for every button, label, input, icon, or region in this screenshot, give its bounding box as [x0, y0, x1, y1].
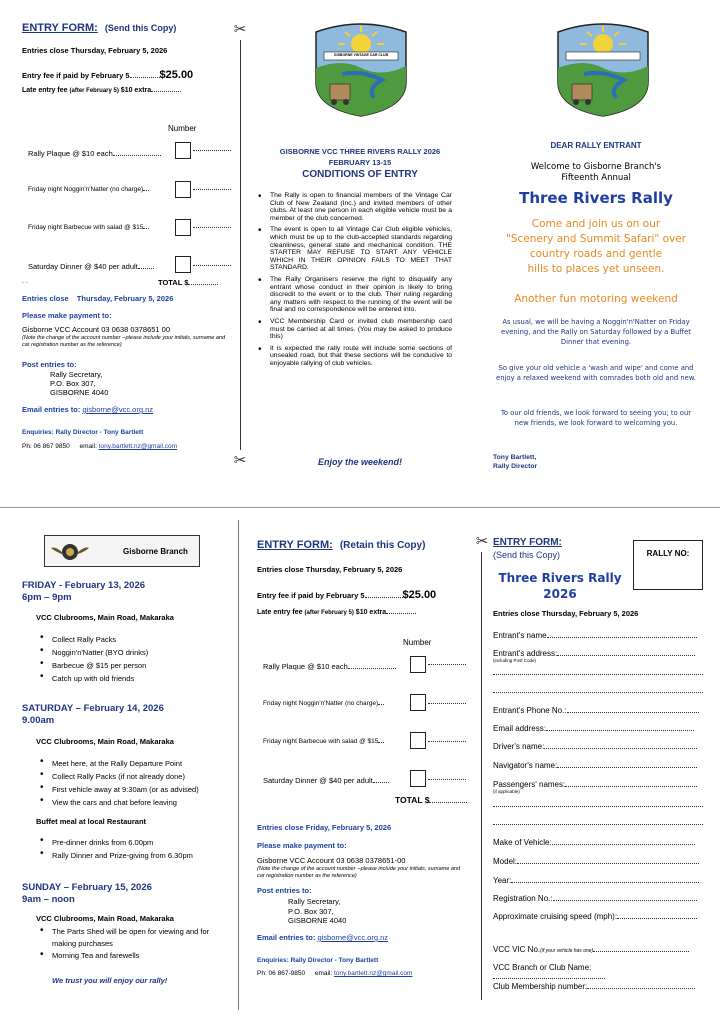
address-line-3[interactable]: [493, 692, 703, 693]
branch-badge: [44, 535, 200, 567]
top-form-subtitle: (Send this Copy): [104, 23, 177, 33]
top-email2-link[interactable]: tony.bartlett.nz@gmail.com: [98, 443, 178, 450]
top-form-fee-amount: $25.00: [159, 69, 194, 81]
rally-logo-2: [554, 22, 652, 120]
letter-title: Three Rivers Rally: [519, 189, 673, 207]
top-post-line-2: P.O. Box 307,: [50, 379, 96, 388]
bottom-qty-dinner[interactable]: [410, 770, 426, 787]
bottom-qty-bbq[interactable]: [410, 732, 426, 749]
top-item-plaque: Rally Plaque @ $10 each: [28, 149, 113, 158]
field-label: Entrant's address:: [493, 649, 558, 658]
vic-field[interactable]: [593, 951, 689, 952]
bottom-item-noggin: Friday night Noggin'n'Natter (no charge): [263, 700, 379, 707]
bottom-form-subtitle: (Retain this Copy): [339, 540, 426, 551]
scissors-icon: ✂: [233, 452, 247, 469]
bottom-qty-noggin[interactable]: [410, 694, 426, 711]
top-qty-bbq[interactable]: [175, 219, 191, 236]
model-field[interactable]: [517, 863, 699, 864]
bottom-post-line-3: GISBORNE 4040: [288, 916, 347, 925]
field-label: Passengers' names:: [493, 780, 566, 789]
letter-para-1: As usual, we will be having a Noggin'n'Natter on Friday evening, and the Rally on Saturday followed by a Buffet Dinner that evening.: [501, 318, 691, 346]
friday-item: • Collect Rally Packs: [38, 633, 148, 646]
bottom-payment-heading: Please make payment to:: [257, 841, 347, 850]
bottom-form-late-fee-paren: (after February 5): [304, 610, 354, 616]
entrant-entries-close: Entries close Thursday, February 5, 2026: [493, 609, 639, 618]
saturday-time: 9.00am: [22, 715, 55, 726]
membership-field[interactable]: [587, 988, 695, 989]
bottom-form-fee-amount: $25.00: [402, 589, 437, 601]
top-total-label: TOTAL $: [158, 278, 189, 287]
entrant-address-field[interactable]: [557, 655, 695, 656]
bottom-form-fee-label: Entry fee if paid by February 5: [257, 591, 365, 600]
vcc-wings-icon: [51, 542, 89, 562]
field-label: Registration No.:: [493, 894, 553, 903]
top-phone: Ph: 06 867 9850: [22, 443, 70, 450]
bottom-phone: Ph: 06 867-9850: [257, 970, 306, 977]
program-footer: We trust you will enjoy our rally!: [52, 976, 168, 985]
cut-line-bottom: [481, 552, 482, 1000]
buffet-item: • Pre-dinner drinks from 6.00pm: [38, 836, 193, 849]
scissors-icon: ✂: [233, 21, 247, 38]
field-label: Email address:: [493, 724, 546, 733]
letter-welcome-2: Fifteenth Annual: [561, 173, 631, 183]
make-field[interactable]: [552, 844, 695, 845]
condition-item: • The event is open to all Vintage Car Club eligible vehicles, which must be up to the club-accepted standards regarding cleanliness, general state and mechanical condition. THE STARTER MAY REFUSE TO START ANY VEHICLE WHICH IN THEIR OPINION FAILS TO MEET THAT STANDARD.: [256, 226, 452, 272]
top-form-late-fee: Late entry fee: [22, 87, 68, 94]
address-note: (including Post Code): [493, 658, 537, 663]
sunday-list: [38, 926, 220, 962]
condition-item: • It is expected the rally route will include some sections of unsealed road, but that these sections will be conducive to enjoyable rallying of club vehicles.: [256, 345, 452, 368]
saturday-title: SATURDAY – February 14, 2026: [22, 703, 164, 714]
bottom-account: Gisborne VCC Account 03 0638 0378651-00: [257, 856, 406, 865]
friday-item: • Noggin'n'Natter (BYO drinks): [38, 646, 148, 659]
conditions-footer: Enjoy the weekend!: [317, 457, 403, 467]
friday-list: [38, 633, 148, 685]
friday-item: • Catch up with old friends: [38, 672, 148, 685]
email-field[interactable]: [546, 730, 694, 731]
bottom-item-bbq: Friday night Barbecue with salad @ $15: [263, 738, 379, 745]
letter-slogan-2: "Scenery and Summit Safari" over: [506, 233, 686, 245]
bottom-item-dinner: Saturday Dinner @ $40 per adult: [263, 776, 373, 785]
passengers-line-2[interactable]: [493, 806, 703, 807]
field-label: Driver's name:: [493, 742, 545, 751]
passengers-line-3[interactable]: [493, 824, 703, 825]
letter-para-3: To our old friends, we look forward to seeing you; to our new friends, we look forward to welcoming you.: [500, 409, 692, 427]
top-form-late-fee-amount: $10 extra: [120, 87, 152, 94]
bottom-number-header: Number: [403, 638, 432, 647]
bottom-email-label: Email entries to:: [257, 933, 316, 942]
year-field[interactable]: [511, 882, 699, 883]
entrant-rally-title: Three Rivers Rally: [498, 571, 622, 585]
sunday-item: • Morning Tea and farewells: [38, 950, 220, 962]
sunday-item: • The Parts Shed will be open for viewing and for making purchases: [38, 926, 220, 950]
bottom-entries-close-date: Friday, February 5, 2026: [305, 823, 392, 832]
column-divider: [238, 520, 239, 1010]
top-form-late-fee-paren: (after February 5): [69, 88, 119, 94]
field-label: VCC Branch or Club Name:: [493, 963, 592, 972]
saturday-item: • Collect Rally Packs (if not already done): [38, 770, 199, 783]
saturday-item: • First vehicle away at 9:30am (or as advised): [38, 783, 199, 796]
field-label: Year:: [493, 876, 512, 885]
registration-field[interactable]: [553, 900, 697, 901]
bottom-enquiries: Enquiries: Rally Director - Tony Bartlett: [257, 957, 379, 964]
branch-badge-label: Gisborne Branch: [123, 547, 188, 556]
bottom-entries-close-label: Entries close: [257, 823, 304, 832]
page-separator: [0, 507, 720, 508]
conditions-heading-1: GISBORNE VCC THREE RIVERS RALLY 2026: [279, 147, 441, 156]
entrant-rally-year: 2026: [543, 587, 577, 601]
condition-item: • The Rally is open to financial members of the Vintage Car Club of New Zealand (Inc.) and invited members of other clubs. At least one person in each eligible vehicle must be a member of the club concerned.: [256, 192, 452, 222]
entrant-form-subtitle: (Send this Copy): [493, 550, 561, 560]
friday-title: FRIDAY - February 13, 2026: [22, 580, 146, 591]
scissors-icon: ✂: [475, 533, 489, 550]
top-item-noggin: Friday night Noggin'n'Natter (no charge): [28, 186, 144, 193]
letter-slogan-4: hills to places yet unseen.: [527, 263, 665, 275]
letter-sign-2: Rally Director: [493, 463, 538, 470]
conditions-list: [256, 192, 452, 367]
saturday-list: [38, 757, 199, 809]
friday-item: • Barbecue @ $15 per person: [38, 659, 148, 672]
bottom-post-line-2: P.O. Box 307,: [288, 906, 334, 916]
bottom-email2-link[interactable]: tony.bartlett.nz@gmail.com: [334, 970, 413, 977]
top-payment-heading: Please make payment to:: [22, 311, 112, 320]
top-post-line-3: GISBORNE 4040: [50, 388, 109, 397]
logo-club-text: GISBORNE VINTAGE CAR CLUB: [333, 53, 389, 57]
entrant-name-field[interactable]: [547, 637, 697, 638]
top-entries-close-label: Entries close: [22, 294, 69, 303]
field-label: Approximate cruising speed (mph):: [493, 912, 618, 921]
bottom-item-plaque: Rally Plaque @ $10 each: [263, 662, 348, 671]
buffet-list: [38, 836, 193, 862]
top-form-fee-label: Entry fee if paid by February 5: [22, 71, 130, 80]
bottom-total-label: TOTAL $: [395, 795, 430, 805]
top-email-label: Email entries to:: [22, 405, 81, 414]
cruising-speed-field[interactable]: [617, 918, 697, 919]
bottom-qty-plaque[interactable]: [410, 656, 426, 673]
bottom-post-heading: Post entries to:: [257, 886, 312, 895]
top-account: Gisborne VCC Account 03 0638 0378651 00: [22, 325, 171, 334]
letter-tagline: Another fun motoring weekend: [514, 293, 678, 305]
address-line-2[interactable]: [493, 674, 703, 675]
saturday-item: • Meet here, at the Rally Departure Point: [38, 757, 199, 770]
top-entries-close-date: Thursday, February 5, 2026: [76, 294, 174, 303]
bottom-post-line-1: Rally Secretary,: [288, 897, 341, 906]
bottom-form-late-fee: Late entry fee: [257, 609, 303, 616]
top-account-note: (Note the change of the account number --please include your initials, surname and car registration number as the reference): [22, 335, 226, 348]
rally-no-box[interactable]: [633, 540, 703, 590]
top-qty-plaque[interactable]: [175, 142, 191, 159]
top-post-line-1: Rally Secretary,: [50, 370, 103, 379]
passenger-note: (if applicable): [493, 789, 520, 794]
top-post-heading: Post entries to:: [22, 360, 77, 369]
rally-logo: [312, 22, 410, 120]
bottom-form-late-fee-amount: $10 extra: [355, 609, 387, 616]
sunday-title: SUNDAY – February 15, 2026: [22, 882, 152, 893]
navigator-field[interactable]: [557, 767, 697, 768]
driver-field[interactable]: [544, 748, 697, 749]
field-label: Entrant's Phone No.:: [493, 706, 567, 715]
bottom-email2-label: email:: [314, 970, 333, 977]
letter-para-2: So give your old vehicle a 'wash and wipe' and come and enjoy a relaxed weekend with comrades both old and new.: [496, 364, 696, 382]
rally-no-label: RALLY NO:: [646, 549, 690, 558]
top-qty-dinner[interactable]: [175, 256, 191, 273]
sunday-time: 9am – noon: [22, 894, 75, 905]
conditions-heading-3: CONDITIONS OF ENTRY: [302, 169, 418, 180]
field-label: Entrant's name: [493, 631, 547, 640]
letter-slogan-3: country roads and gentle: [529, 248, 663, 260]
buffet-heading: Buffet meal at local Restaurant: [36, 817, 147, 826]
letter-sign-1: Tony Bartlett,: [493, 454, 537, 461]
letter-heading: DEAR RALLY ENTRANT: [550, 141, 642, 150]
field-label: Make of Vehicle:: [493, 838, 552, 847]
top-entry-form: [22, 22, 232, 94]
letter-welcome-1: Welcome to Gisborne Branch's: [530, 162, 662, 172]
field-label: Model:: [493, 857, 518, 866]
branch-field[interactable]: [493, 978, 605, 979]
top-form-title: ENTRY FORM:: [22, 22, 98, 34]
bottom-form-title: ENTRY FORM:: [257, 539, 333, 551]
sunday-venue: VCC Clubrooms, Main Road, Makaraka: [36, 914, 174, 923]
bottom-email-link[interactable]: gisborne@vcc.org.nz: [317, 933, 389, 942]
field-label: Navigator's name:: [493, 761, 558, 770]
top-enquiries: Enquiries: Rally Director - Tony Bartlett: [22, 429, 144, 436]
top-item-bbq: Friday night Barbecue with salad @ $15: [28, 224, 144, 231]
friday-venue: VCC Clubrooms, Main Road, Makaraka: [36, 613, 174, 622]
condition-item: • VCC Membership Card or invited club membership card must be carried at all times. (You may be asked to produce this): [256, 318, 452, 341]
conditions-heading-2: FEBRUARY 13-15: [328, 158, 392, 167]
bottom-form-entries-close: Entries close Thursday, February 5, 2026: [257, 565, 403, 574]
top-number-header: Number: [168, 124, 197, 133]
top-email2-label: email:: [79, 443, 97, 450]
bottom-account-note: (Note the change of the account number --please include your initials, surname and car registration number as the reference): [257, 866, 461, 879]
cut-line-top: [240, 40, 241, 450]
entrant-form-title: ENTRY FORM:: [493, 537, 562, 548]
vic-note: (if your vehicle has one): [540, 948, 594, 954]
buffet-item: • Rally Dinner and Prize-giving from 6.30pm: [38, 849, 193, 862]
saturday-venue: VCC Clubrooms, Main Road, Makaraka: [36, 737, 174, 746]
top-qty-noggin[interactable]: [175, 181, 191, 198]
friday-time: 6pm – 9pm: [22, 592, 72, 603]
letter-slogan-1: Come and join us on our: [531, 218, 661, 230]
top-item-dinner: Saturday Dinner @ $40 per adult: [28, 262, 138, 271]
top-form-entries-close: Entries close Thursday, February 5, 2026: [22, 46, 168, 55]
condition-item: • The Rally Organisers reserve the right to disqualify any entrant whose conduct in their opinion is likely to bring discredit to the event or to the club. Their ruling regarding any matters with respect to the running of the event will be final and no correspondence will be entered into.: [256, 276, 452, 314]
saturday-item: • View the cars and chat before leaving: [38, 796, 199, 809]
passengers-field[interactable]: [565, 786, 697, 787]
phone-field[interactable]: [567, 712, 699, 713]
field-label: VCC VIC No.: [493, 945, 541, 954]
top-email-link[interactable]: gisborne@vcc.org.nz: [82, 405, 154, 414]
field-label: Club Membership number:: [493, 982, 588, 991]
